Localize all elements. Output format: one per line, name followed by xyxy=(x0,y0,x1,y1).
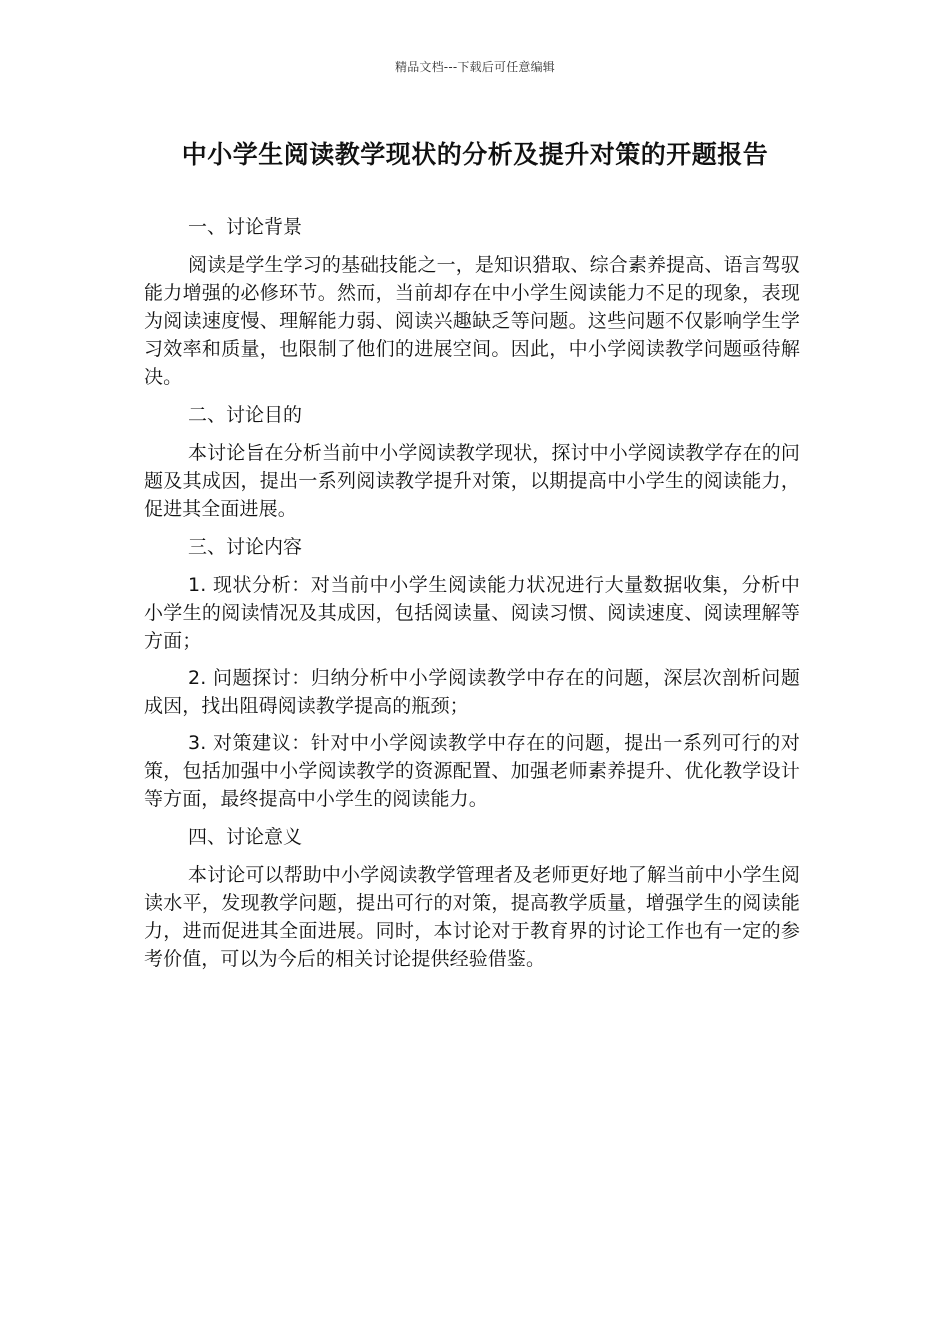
header-note: 精品文档---下载后可任意编辑 xyxy=(395,60,555,74)
paragraph-content-item-3: 3. 对策建议：针对中小学阅读教学中存在的问题，提出一系列可行的对策，包括加强中小学阅读教学的资源配置、加强老师素养提升、优化教学设计等方面，最终提高中小学生的阅读能力。 xyxy=(144,732,800,810)
document-body xyxy=(144,212,800,982)
section-heading-content: 三、讨论内容 xyxy=(188,536,303,558)
paragraph-content-item-1: 1. 现状分析：对当前中小学生阅读能力状况进行大量数据收集，分析中小学生的阅读情况及其成因，包括阅读量、阅读习惯、阅读速度、阅读理解等方面； xyxy=(144,574,800,652)
paragraph-significance: 本讨论可以帮助中小学阅读教学管理者及老师更好地了解当前中小学生阅读水平，发现教学问题，提出可行的对策，提高教学质量，增强学生的阅读能力，进而促进其全面进展。同时，本讨论对于教育界的讨论工作也有一定的参考价值，可以为今后的相关讨论提供经验借鉴。 xyxy=(144,864,800,970)
document-title: 中小学生阅读教学现状的分析及提升对策的开题报告 xyxy=(181,140,769,169)
section-heading-purpose: 二、讨论目的 xyxy=(188,404,303,426)
section-heading-significance: 四、讨论意义 xyxy=(188,826,303,848)
paragraph-content-item-2: 2. 问题探讨：归纳分析中小学阅读教学中存在的问题，深层次剖析问题成因，找出阻碍阅读教学提高的瓶颈； xyxy=(144,667,800,717)
paragraph-background: 阅读是学生学习的基础技能之一，是知识猎取、综合素养提高、语言驾驭能力增强的必修环节。然而，当前却存在中小学生阅读能力不足的现象，表现为阅读速度慢、理解能力弱、阅读兴趣缺乏等问题。这些问题不仅影响学生学习效率和质量，也限制了他们的进展空间。因此，中小学阅读教学问题亟待解决。 xyxy=(144,254,800,388)
section-heading-background: 一、讨论背景 xyxy=(188,216,303,238)
paragraph-purpose: 本讨论旨在分析当前中小学阅读教学现状，探讨中小学阅读教学存在的问题及其成因，提出一系列阅读教学提升对策，以期提高中小学生的阅读能力，促进其全面进展。 xyxy=(144,442,800,520)
